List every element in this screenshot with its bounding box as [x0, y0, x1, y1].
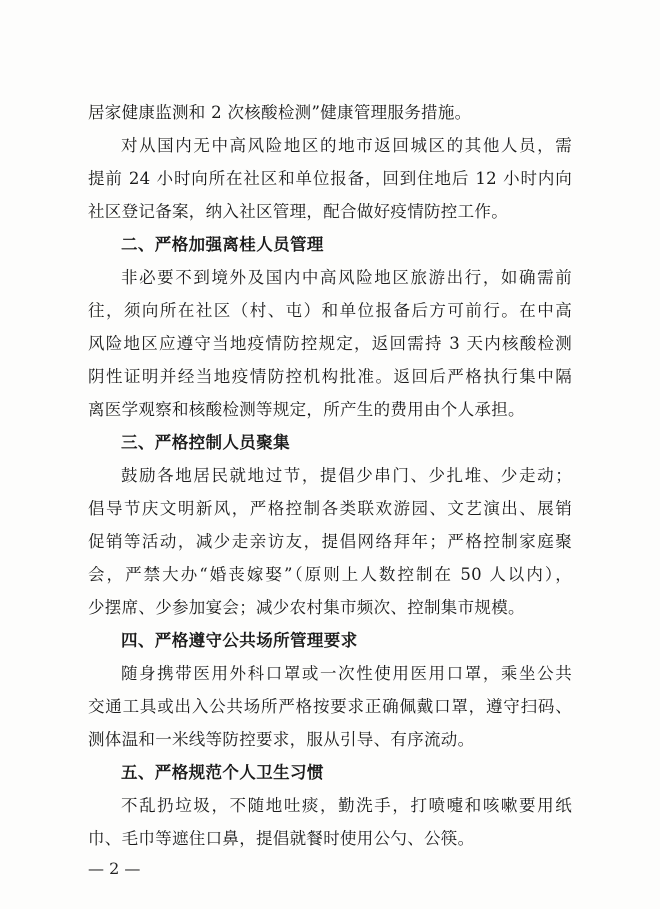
paragraph-line: 倡导节庆文明新风，严格控制各类联欢游园、文艺演出、展销	[88, 499, 572, 518]
paragraph-line: 测体温和一米线等防控要求，服从引导、有序流动。	[88, 730, 475, 749]
paragraph-line: 不乱扔垃圾，不随地吐痰，勤洗手，打喷嚏和咳嗽要用纸	[121, 796, 572, 815]
paragraph-line: 巾、毛巾等遮住口鼻，提倡就餐时使用公勺、公筷。	[88, 829, 475, 848]
paragraph-line: 提前 24 小时向所在社区和单位报备，回到住地后 12 小时内向	[88, 169, 572, 188]
paragraph-line: 随身携带医用外科口罩或一次性使用医用口罩，乘坐公共	[121, 664, 572, 683]
section-heading-4: 四、严格遵守公共场所管理要求	[121, 631, 358, 650]
paragraph-line: 社区登记备案，纳入社区管理，配合做好疫情防控工作。	[88, 202, 508, 221]
paragraph-line: 往，须向所在社区（村、屯）和单位报备后方可前行。在中高	[88, 301, 572, 320]
paragraph-line: 阴性证明并经当地疫情防控机构批准。返回后严格执行集中隔	[88, 367, 572, 386]
section-heading-2: 二、严格加强离桂人员管理	[121, 235, 324, 254]
paragraph-line: 居家健康监测和 2 次核酸检测”健康管理服务措施。	[88, 103, 472, 122]
paragraph-line: 鼓励各地居民就地过节，提倡少串门、少扎堆、少走动；	[121, 466, 572, 485]
document-body	[88, 96, 572, 855]
paragraph-line: 风险地区应遵守当地疫情防控规定，返回需持 3 天内核酸检测	[88, 334, 572, 353]
paragraph-line: 非必要不到境外及国内中高风险地区旅游出行，如确需前	[121, 268, 572, 287]
section-heading-3: 三、严格控制人员聚集	[121, 433, 290, 452]
section-heading-5: 五、严格规范个人卫生习惯	[121, 763, 324, 782]
paragraph-line: 少摆席、少参加宴会；减少农村集市频次、控制集市规模。	[88, 598, 525, 617]
paragraph-line: 离医学观察和核酸检测等规定，所产生的费用由个人承担。	[88, 400, 525, 419]
page-number: — 2 —	[88, 859, 141, 878]
paragraph-line: 对从国内无中高风险地区的地市返回城区的其他人员，需	[121, 136, 572, 155]
paragraph-line: 促销等活动，减少走亲访友，提倡网络拜年；严格控制家庭聚	[88, 532, 572, 551]
paragraph-line: 交通工具或出入公共场所严格按要求正确佩戴口罩，遵守扫码、	[88, 697, 572, 716]
paragraph-line: 会，严禁大办“婚丧嫁娶”（原则上人数控制在 50 人以内），	[88, 565, 572, 584]
